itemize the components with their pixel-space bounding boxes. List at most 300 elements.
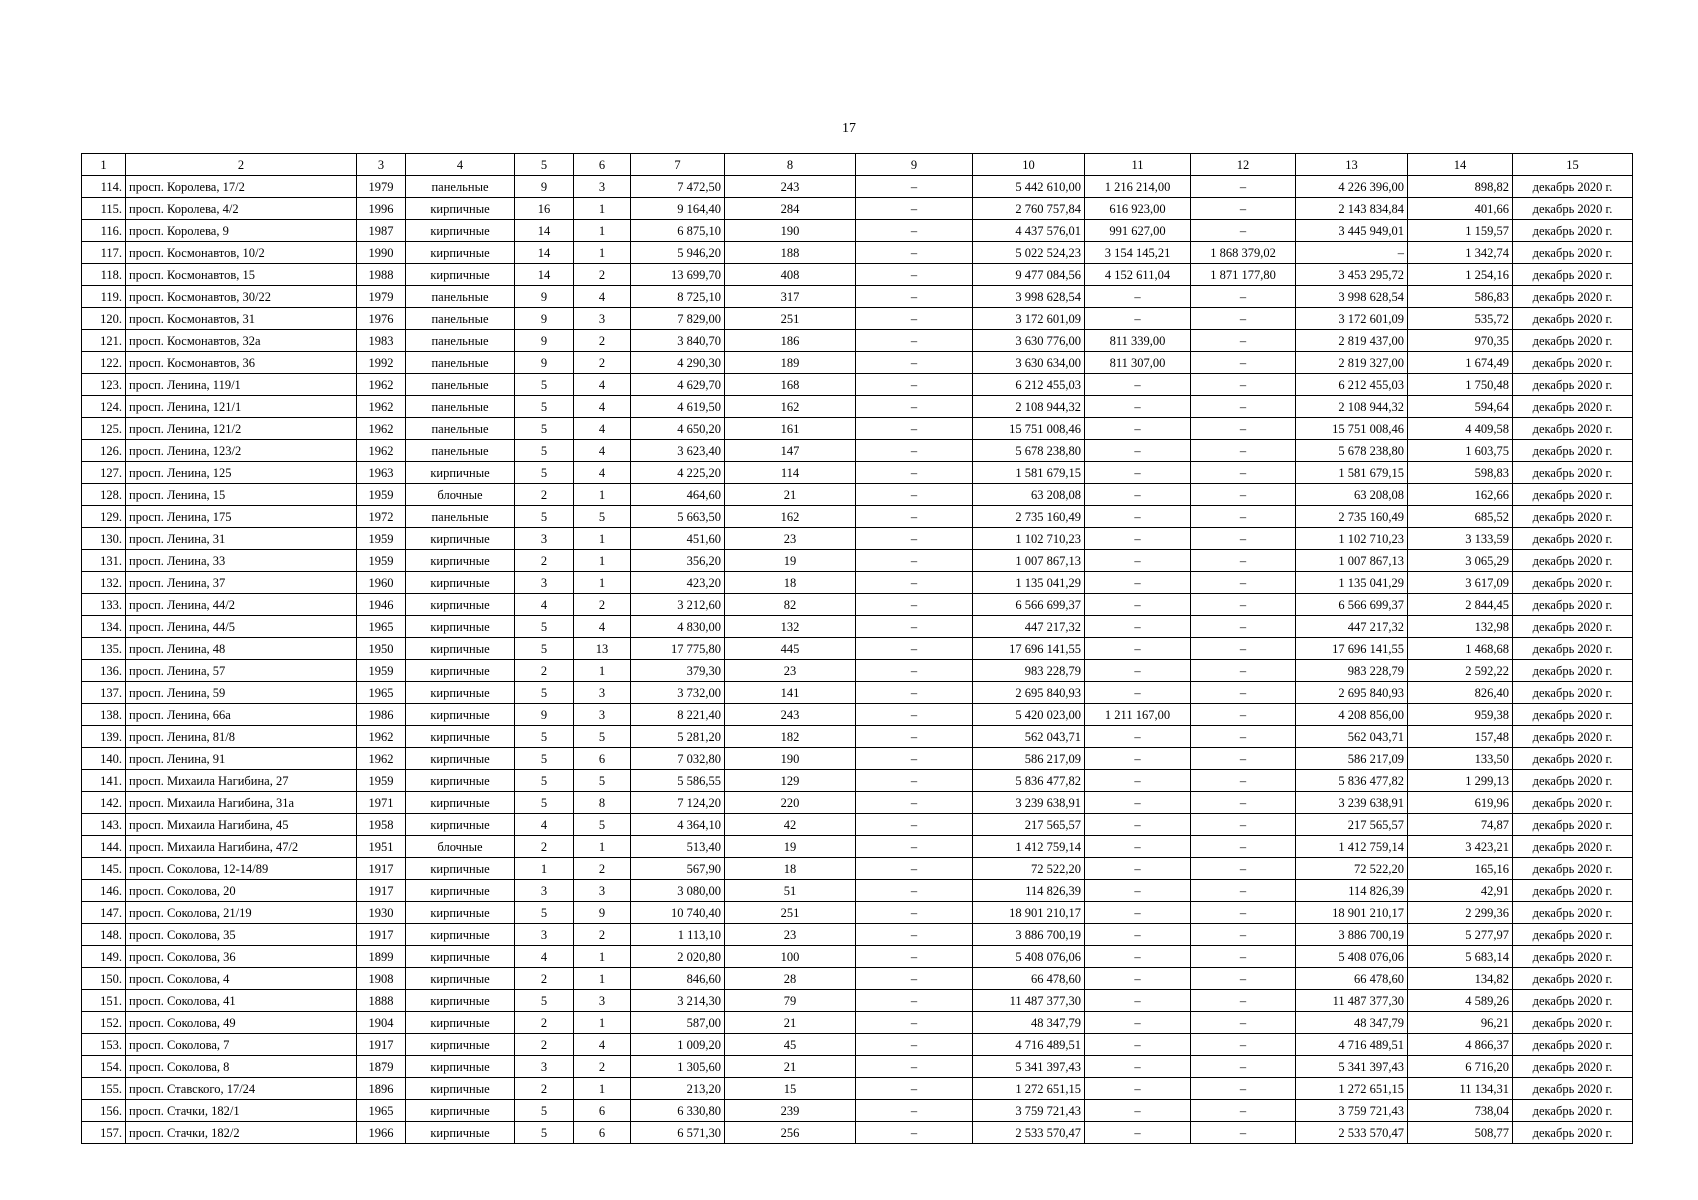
residents-cell: 251 (725, 902, 856, 924)
col-12-value-cell: – (1191, 638, 1296, 660)
col-header: 3 (357, 154, 406, 176)
wall-material-cell: панельные (406, 440, 515, 462)
row-number-cell: 155. (82, 1078, 126, 1100)
floors-cell: 5 (515, 396, 574, 418)
col-11-value-cell: – (1085, 770, 1191, 792)
floors-cell: 9 (515, 352, 574, 374)
row-number-cell: 157. (82, 1122, 126, 1144)
address-cell: просп. Соколова, 20 (126, 880, 357, 902)
address-cell: просп. Соколова, 35 (126, 924, 357, 946)
entrances-cell: 1 (574, 198, 631, 220)
floors-cell: 2 (515, 1078, 574, 1100)
entrances-cell: 5 (574, 770, 631, 792)
table-row (82, 1034, 1633, 1056)
floors-cell: 5 (515, 990, 574, 1012)
floors-cell: 16 (515, 198, 574, 220)
residents-cell: 243 (725, 176, 856, 198)
area-cell: 9 164,40 (631, 198, 725, 220)
col-14-value-cell: 1 750,48 (1408, 374, 1513, 396)
col-header: 4 (406, 154, 515, 176)
area-cell: 4 364,10 (631, 814, 725, 836)
col-11-value-cell: – (1085, 682, 1191, 704)
residents-cell: 190 (725, 748, 856, 770)
col-11-value-cell: – (1085, 462, 1191, 484)
col-14-value-cell: 3 423,21 (1408, 836, 1513, 858)
col-9-value-cell: – (856, 1122, 973, 1144)
table-row (82, 924, 1633, 946)
area-cell: 567,90 (631, 858, 725, 880)
col-9-value-cell: – (856, 924, 973, 946)
col-12-value-cell: – (1191, 616, 1296, 638)
row-number-cell: 129. (82, 506, 126, 528)
deadline-cell: декабрь 2020 г. (1513, 1034, 1633, 1056)
area-cell: 3 080,00 (631, 880, 725, 902)
col-header: 13 (1296, 154, 1408, 176)
deadline-cell: декабрь 2020 г. (1513, 1100, 1633, 1122)
residents-cell: 82 (725, 594, 856, 616)
col-14-value-cell: 133,50 (1408, 748, 1513, 770)
entrances-cell: 5 (574, 506, 631, 528)
table-row (82, 1012, 1633, 1034)
col-14-value-cell: 535,72 (1408, 308, 1513, 330)
deadline-cell: декабрь 2020 г. (1513, 924, 1633, 946)
address-cell: просп. Соколова, 12-14/89 (126, 858, 357, 880)
deadline-cell: декабрь 2020 г. (1513, 1012, 1633, 1034)
col-11-value-cell: – (1085, 1122, 1191, 1144)
wall-material-cell: панельные (406, 374, 515, 396)
floors-cell: 1 (515, 858, 574, 880)
floors-cell: 14 (515, 264, 574, 286)
col-13-value-cell: 4 226 396,00 (1296, 176, 1408, 198)
col-header: 6 (574, 154, 631, 176)
address-cell: просп. Соколова, 49 (126, 1012, 357, 1034)
row-number-cell: 137. (82, 682, 126, 704)
col-9-value-cell: – (856, 792, 973, 814)
year-built-cell: 1930 (357, 902, 406, 924)
col-9-value-cell: – (856, 506, 973, 528)
col-14-value-cell: 157,48 (1408, 726, 1513, 748)
wall-material-cell: кирпичные (406, 748, 515, 770)
col-12-value-cell: – (1191, 396, 1296, 418)
residents-cell: 188 (725, 242, 856, 264)
year-built-cell: 1979 (357, 176, 406, 198)
year-built-cell: 1962 (357, 440, 406, 462)
col-header: 9 (856, 154, 973, 176)
col-13-value-cell: 2 533 570,47 (1296, 1122, 1408, 1144)
residents-cell: 182 (725, 726, 856, 748)
col-11-value-cell: – (1085, 286, 1191, 308)
col-9-value-cell: – (856, 770, 973, 792)
area-cell: 5 663,50 (631, 506, 725, 528)
year-built-cell: 1908 (357, 968, 406, 990)
col-9-value-cell: – (856, 814, 973, 836)
deadline-cell: декабрь 2020 г. (1513, 1056, 1633, 1078)
deadline-cell: декабрь 2020 г. (1513, 814, 1633, 836)
col-9-value-cell: – (856, 484, 973, 506)
col-14-value-cell: 3 133,59 (1408, 528, 1513, 550)
col-10-value-cell: 4 716 489,51 (973, 1034, 1085, 1056)
wall-material-cell: панельные (406, 286, 515, 308)
wall-material-cell: кирпичные (406, 792, 515, 814)
col-13-value-cell: 3 453 295,72 (1296, 264, 1408, 286)
table-row (82, 1122, 1633, 1144)
residents-cell: 23 (725, 528, 856, 550)
col-12-value-cell: – (1191, 572, 1296, 594)
area-cell: 6 875,10 (631, 220, 725, 242)
col-11-value-cell: – (1085, 1012, 1191, 1034)
table-row (82, 506, 1633, 528)
table-row (82, 374, 1633, 396)
col-11-value-cell: – (1085, 748, 1191, 770)
col-11-value-cell: – (1085, 550, 1191, 572)
address-cell: просп. Ленина, 81/8 (126, 726, 357, 748)
col-11-value-cell: – (1085, 990, 1191, 1012)
row-number-cell: 156. (82, 1100, 126, 1122)
col-12-value-cell: – (1191, 1100, 1296, 1122)
wall-material-cell: кирпичные (406, 594, 515, 616)
deadline-cell: декабрь 2020 г. (1513, 660, 1633, 682)
table-row (82, 660, 1633, 682)
year-built-cell: 1988 (357, 264, 406, 286)
col-10-value-cell: 3 239 638,91 (973, 792, 1085, 814)
col-11-value-cell: – (1085, 814, 1191, 836)
area-cell: 3 214,30 (631, 990, 725, 1012)
table-row (82, 880, 1633, 902)
area-cell: 2 020,80 (631, 946, 725, 968)
floors-cell: 14 (515, 242, 574, 264)
address-cell: просп. Соколова, 36 (126, 946, 357, 968)
table-row (82, 220, 1633, 242)
table-row (82, 968, 1633, 990)
deadline-cell: декабрь 2020 г. (1513, 1078, 1633, 1100)
col-9-value-cell: – (856, 528, 973, 550)
floors-cell: 2 (515, 660, 574, 682)
entrances-cell: 1 (574, 836, 631, 858)
col-13-value-cell: 983 228,79 (1296, 660, 1408, 682)
entrances-cell: 2 (574, 264, 631, 286)
address-cell: просп. Ленина, 123/2 (126, 440, 357, 462)
residents-cell: 284 (725, 198, 856, 220)
col-11-value-cell: 811 307,00 (1085, 352, 1191, 374)
col-11-value-cell: – (1085, 616, 1191, 638)
col-header: 2 (126, 154, 357, 176)
wall-material-cell: панельные (406, 330, 515, 352)
floors-cell: 4 (515, 814, 574, 836)
col-14-value-cell: 74,87 (1408, 814, 1513, 836)
entrances-cell: 4 (574, 418, 631, 440)
deadline-cell: декабрь 2020 г. (1513, 968, 1633, 990)
col-13-value-cell: 2 143 834,84 (1296, 198, 1408, 220)
col-14-value-cell: 1 299,13 (1408, 770, 1513, 792)
area-cell: 356,20 (631, 550, 725, 572)
col-12-value-cell: – (1191, 1012, 1296, 1034)
row-number-cell: 154. (82, 1056, 126, 1078)
row-number-cell: 136. (82, 660, 126, 682)
year-built-cell: 1959 (357, 550, 406, 572)
col-13-value-cell: 2 695 840,93 (1296, 682, 1408, 704)
col-11-value-cell: 1 211 167,00 (1085, 704, 1191, 726)
col-14-value-cell: 1 254,16 (1408, 264, 1513, 286)
table-row (82, 1100, 1633, 1122)
address-cell: просп. Соколова, 41 (126, 990, 357, 1012)
col-14-value-cell: 3 065,29 (1408, 550, 1513, 572)
deadline-cell: декабрь 2020 г. (1513, 946, 1633, 968)
col-11-value-cell: – (1085, 924, 1191, 946)
col-14-value-cell: 2 592,22 (1408, 660, 1513, 682)
col-11-value-cell: – (1085, 880, 1191, 902)
deadline-cell: декабрь 2020 г. (1513, 506, 1633, 528)
floors-cell: 5 (515, 462, 574, 484)
row-number-cell: 144. (82, 836, 126, 858)
col-14-value-cell: 5 683,14 (1408, 946, 1513, 968)
col-14-value-cell: 4 589,26 (1408, 990, 1513, 1012)
col-10-value-cell: 5 678 238,80 (973, 440, 1085, 462)
area-cell: 587,00 (631, 1012, 725, 1034)
column-number-row (82, 154, 1633, 176)
deadline-cell: декабрь 2020 г. (1513, 176, 1633, 198)
area-cell: 7 472,50 (631, 176, 725, 198)
col-10-value-cell: 17 696 141,55 (973, 638, 1085, 660)
area-cell: 464,60 (631, 484, 725, 506)
entrances-cell: 13 (574, 638, 631, 660)
deadline-cell: декабрь 2020 г. (1513, 528, 1633, 550)
col-10-value-cell: 562 043,71 (973, 726, 1085, 748)
col-header: 15 (1513, 154, 1633, 176)
wall-material-cell: кирпичные (406, 1122, 515, 1144)
address-cell: просп. Космонавтов, 10/2 (126, 242, 357, 264)
col-14-value-cell: 401,66 (1408, 198, 1513, 220)
floors-cell: 4 (515, 946, 574, 968)
col-12-value-cell: – (1191, 902, 1296, 924)
col-9-value-cell: – (856, 1078, 973, 1100)
address-cell: просп. Ленина, 44/5 (126, 616, 357, 638)
address-cell: просп. Космонавтов, 32а (126, 330, 357, 352)
address-cell: просп. Михаила Нагибина, 27 (126, 770, 357, 792)
table-row (82, 1056, 1633, 1078)
col-11-value-cell: 4 152 611,04 (1085, 264, 1191, 286)
col-11-value-cell: – (1085, 418, 1191, 440)
col-9-value-cell: – (856, 396, 973, 418)
col-13-value-cell: 217 565,57 (1296, 814, 1408, 836)
col-10-value-cell: 5 420 023,00 (973, 704, 1085, 726)
wall-material-cell: панельные (406, 352, 515, 374)
residents-cell: 317 (725, 286, 856, 308)
residents-cell: 51 (725, 880, 856, 902)
col-13-value-cell: 72 522,20 (1296, 858, 1408, 880)
row-number-cell: 143. (82, 814, 126, 836)
row-number-cell: 118. (82, 264, 126, 286)
deadline-cell: декабрь 2020 г. (1513, 396, 1633, 418)
table-row (82, 990, 1633, 1012)
deadline-cell: декабрь 2020 г. (1513, 990, 1633, 1012)
address-cell: просп. Соколова, 8 (126, 1056, 357, 1078)
col-10-value-cell: 3 886 700,19 (973, 924, 1085, 946)
floors-cell: 2 (515, 1012, 574, 1034)
entrances-cell: 1 (574, 484, 631, 506)
year-built-cell: 1899 (357, 946, 406, 968)
year-built-cell: 1996 (357, 198, 406, 220)
address-cell: просп. Ленина, 121/2 (126, 418, 357, 440)
table-row (82, 770, 1633, 792)
year-built-cell: 1976 (357, 308, 406, 330)
residents-cell: 28 (725, 968, 856, 990)
entrances-cell: 9 (574, 902, 631, 924)
col-10-value-cell: 3 630 776,00 (973, 330, 1085, 352)
residents-cell: 132 (725, 616, 856, 638)
col-9-value-cell: – (856, 440, 973, 462)
floors-cell: 5 (515, 770, 574, 792)
address-cell: просп. Королева, 9 (126, 220, 357, 242)
year-built-cell: 1879 (357, 1056, 406, 1078)
wall-material-cell: кирпичные (406, 858, 515, 880)
year-built-cell: 1962 (357, 726, 406, 748)
area-cell: 1 305,60 (631, 1056, 725, 1078)
floors-cell: 9 (515, 704, 574, 726)
col-header: 11 (1085, 154, 1191, 176)
deadline-cell: декабрь 2020 г. (1513, 572, 1633, 594)
deadline-cell: декабрь 2020 г. (1513, 704, 1633, 726)
deadline-cell: декабрь 2020 г. (1513, 374, 1633, 396)
table-row (82, 550, 1633, 572)
col-13-value-cell: 447 217,32 (1296, 616, 1408, 638)
col-13-value-cell: 3 998 628,54 (1296, 286, 1408, 308)
wall-material-cell: кирпичные (406, 880, 515, 902)
year-built-cell: 1962 (357, 374, 406, 396)
col-14-value-cell: 1 603,75 (1408, 440, 1513, 462)
row-number-cell: 128. (82, 484, 126, 506)
deadline-cell: декабрь 2020 г. (1513, 836, 1633, 858)
col-10-value-cell: 2 735 160,49 (973, 506, 1085, 528)
row-number-cell: 134. (82, 616, 126, 638)
col-14-value-cell: 970,35 (1408, 330, 1513, 352)
deadline-cell: декабрь 2020 г. (1513, 880, 1633, 902)
col-10-value-cell: 1 581 679,15 (973, 462, 1085, 484)
floors-cell: 9 (515, 286, 574, 308)
col-13-value-cell: 63 208,08 (1296, 484, 1408, 506)
wall-material-cell: кирпичные (406, 616, 515, 638)
address-cell: просп. Космонавтов, 15 (126, 264, 357, 286)
col-9-value-cell: – (856, 968, 973, 990)
row-number-cell: 115. (82, 198, 126, 220)
col-10-value-cell: 2 533 570,47 (973, 1122, 1085, 1144)
address-cell: просп. Ленина, 119/1 (126, 374, 357, 396)
address-cell: просп. Стачки, 182/1 (126, 1100, 357, 1122)
col-14-value-cell: 826,40 (1408, 682, 1513, 704)
col-12-value-cell: – (1191, 286, 1296, 308)
col-12-value-cell: – (1191, 814, 1296, 836)
table-row (82, 528, 1633, 550)
wall-material-cell: кирпичные (406, 198, 515, 220)
table-row (82, 616, 1633, 638)
area-cell: 451,60 (631, 528, 725, 550)
address-cell: просп. Ленина, 66а (126, 704, 357, 726)
floors-cell: 5 (515, 726, 574, 748)
entrances-cell: 3 (574, 682, 631, 704)
col-header: 8 (725, 154, 856, 176)
year-built-cell: 1896 (357, 1078, 406, 1100)
residents-cell: 251 (725, 308, 856, 330)
col-11-value-cell: – (1085, 308, 1191, 330)
col-14-value-cell: 11 134,31 (1408, 1078, 1513, 1100)
table-row (82, 572, 1633, 594)
entrances-cell: 1 (574, 968, 631, 990)
table-row (82, 308, 1633, 330)
col-13-value-cell: 3 172 601,09 (1296, 308, 1408, 330)
area-cell: 13 699,70 (631, 264, 725, 286)
area-cell: 7 032,80 (631, 748, 725, 770)
residents-cell: 23 (725, 660, 856, 682)
area-cell: 4 650,20 (631, 418, 725, 440)
wall-material-cell: панельные (406, 418, 515, 440)
col-11-value-cell: 3 154 145,21 (1085, 242, 1191, 264)
col-12-value-cell: – (1191, 1056, 1296, 1078)
col-14-value-cell: 959,38 (1408, 704, 1513, 726)
col-11-value-cell: – (1085, 792, 1191, 814)
residents-cell: 21 (725, 1012, 856, 1034)
residents-cell: 19 (725, 836, 856, 858)
year-built-cell: 1972 (357, 506, 406, 528)
entrances-cell: 3 (574, 176, 631, 198)
housing-register-table (81, 153, 1633, 1144)
col-14-value-cell: 96,21 (1408, 1012, 1513, 1034)
floors-cell: 4 (515, 594, 574, 616)
col-13-value-cell: 1 272 651,15 (1296, 1078, 1408, 1100)
col-14-value-cell: 685,52 (1408, 506, 1513, 528)
col-12-value-cell: – (1191, 308, 1296, 330)
col-10-value-cell: 586 217,09 (973, 748, 1085, 770)
floors-cell: 5 (515, 1100, 574, 1122)
deadline-cell: декабрь 2020 г. (1513, 330, 1633, 352)
year-built-cell: 1965 (357, 682, 406, 704)
page-number: 17 (842, 121, 856, 136)
table-row (82, 594, 1633, 616)
residents-cell: 190 (725, 220, 856, 242)
residents-cell: 100 (725, 946, 856, 968)
year-built-cell: 1979 (357, 286, 406, 308)
year-built-cell: 1959 (357, 528, 406, 550)
entrances-cell: 3 (574, 704, 631, 726)
wall-material-cell: кирпичные (406, 704, 515, 726)
floors-cell: 3 (515, 528, 574, 550)
entrances-cell: 1 (574, 242, 631, 264)
col-12-value-cell: – (1191, 484, 1296, 506)
row-number-cell: 125. (82, 418, 126, 440)
address-cell: просп. Ставского, 17/24 (126, 1078, 357, 1100)
col-12-value-cell: – (1191, 792, 1296, 814)
year-built-cell: 1966 (357, 1122, 406, 1144)
col-12-value-cell: – (1191, 682, 1296, 704)
wall-material-cell: блочные (406, 836, 515, 858)
col-10-value-cell: 2 695 840,93 (973, 682, 1085, 704)
row-number-cell: 140. (82, 748, 126, 770)
col-11-value-cell: 616 923,00 (1085, 198, 1191, 220)
col-13-value-cell: 18 901 210,17 (1296, 902, 1408, 924)
table-row (82, 242, 1633, 264)
deadline-cell: декабрь 2020 г. (1513, 1122, 1633, 1144)
row-number-cell: 150. (82, 968, 126, 990)
col-11-value-cell: 991 627,00 (1085, 220, 1191, 242)
wall-material-cell: кирпичные (406, 682, 515, 704)
wall-material-cell: кирпичные (406, 814, 515, 836)
residents-cell: 162 (725, 396, 856, 418)
col-11-value-cell: – (1085, 968, 1191, 990)
col-14-value-cell: 42,91 (1408, 880, 1513, 902)
col-9-value-cell: – (856, 198, 973, 220)
deadline-cell: декабрь 2020 г. (1513, 770, 1633, 792)
deadline-cell: декабрь 2020 г. (1513, 418, 1633, 440)
col-12-value-cell: – (1191, 352, 1296, 374)
entrances-cell: 5 (574, 726, 631, 748)
